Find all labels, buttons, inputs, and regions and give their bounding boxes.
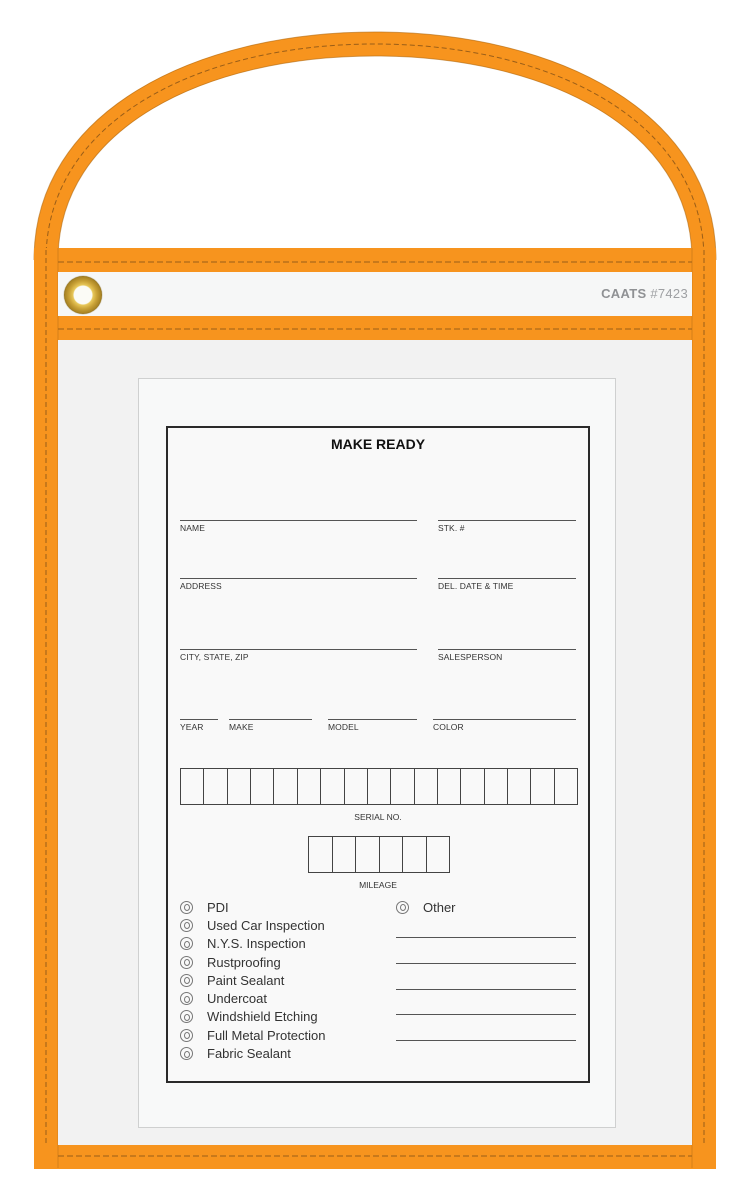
address-line[interactable] (180, 578, 417, 579)
form-title: MAKE READY (330, 436, 426, 452)
bullet-icon (180, 992, 193, 1005)
mileage-label: MILEAGE (359, 880, 397, 890)
product-number: #7423 (650, 286, 688, 301)
bullet-icon (180, 1047, 193, 1060)
bullet-icon (180, 901, 193, 914)
other-line-1[interactable] (396, 937, 576, 938)
delivery-label: DEL. DATE & TIME (438, 581, 514, 591)
bullet-icon (396, 901, 409, 914)
other-line-3[interactable] (396, 989, 576, 990)
other-line-4[interactable] (396, 1014, 576, 1015)
serial-label: SERIAL NO. (354, 812, 402, 822)
city-state-zip-label: CITY, STATE, ZIP (180, 652, 249, 662)
make-label: MAKE (229, 722, 254, 732)
serial-number-boxes[interactable] (180, 768, 578, 805)
city-state-zip-line[interactable] (180, 649, 417, 650)
header-strip (58, 272, 692, 316)
make-line[interactable] (229, 719, 312, 720)
model-line[interactable] (328, 719, 417, 720)
bullet-icon (180, 1029, 193, 1042)
address-label: ADDRESS (180, 581, 222, 591)
checklist-item-used-car-inspection[interactable]: Used Car Inspection (180, 916, 326, 934)
checklist-item-paint-sealant[interactable]: Paint Sealant (180, 971, 326, 989)
bullet-icon (180, 1010, 193, 1023)
brand-name: CAATS (601, 286, 647, 301)
checklist-item-undercoat[interactable]: Undercoat (180, 989, 326, 1007)
year-line[interactable] (180, 719, 218, 720)
checklist-item-other[interactable]: Other (396, 898, 456, 916)
checklist-item-windshield-etching[interactable]: Windshield Etching (180, 1008, 326, 1026)
other-line-2[interactable] (396, 963, 576, 964)
stock-label: STK. # (438, 523, 465, 533)
service-checklist (180, 898, 326, 1063)
grommet-hole-icon (64, 276, 102, 314)
checklist-item-full-metal-protection[interactable]: Full Metal Protection (180, 1026, 326, 1044)
mileage-boxes[interactable] (308, 836, 450, 873)
color-label: COLOR (433, 722, 464, 732)
bullet-icon (180, 919, 193, 932)
name-label: NAME (180, 523, 205, 533)
make-ready-form (166, 426, 590, 1083)
bullet-icon (180, 956, 193, 969)
checklist-item-nys-inspection[interactable]: N.Y.S. Inspection (180, 935, 326, 953)
year-label: YEAR (180, 722, 204, 732)
color-line[interactable] (433, 719, 576, 720)
salesperson-line[interactable] (438, 649, 576, 650)
checklist-item-fabric-sealant[interactable]: Fabric Sealant (180, 1044, 326, 1062)
delivery-line[interactable] (438, 578, 576, 579)
checklist-item-rustproofing[interactable]: Rustproofing (180, 953, 326, 971)
brand-label (601, 286, 688, 301)
model-label: MODEL (328, 722, 359, 732)
name-line[interactable] (180, 520, 417, 521)
salesperson-label: SALESPERSON (438, 652, 503, 662)
stock-line[interactable] (438, 520, 576, 521)
bullet-icon (180, 937, 193, 950)
checklist-item-pdi[interactable]: PDI (180, 898, 326, 916)
other-line-5[interactable] (396, 1040, 576, 1041)
bullet-icon (180, 974, 193, 987)
